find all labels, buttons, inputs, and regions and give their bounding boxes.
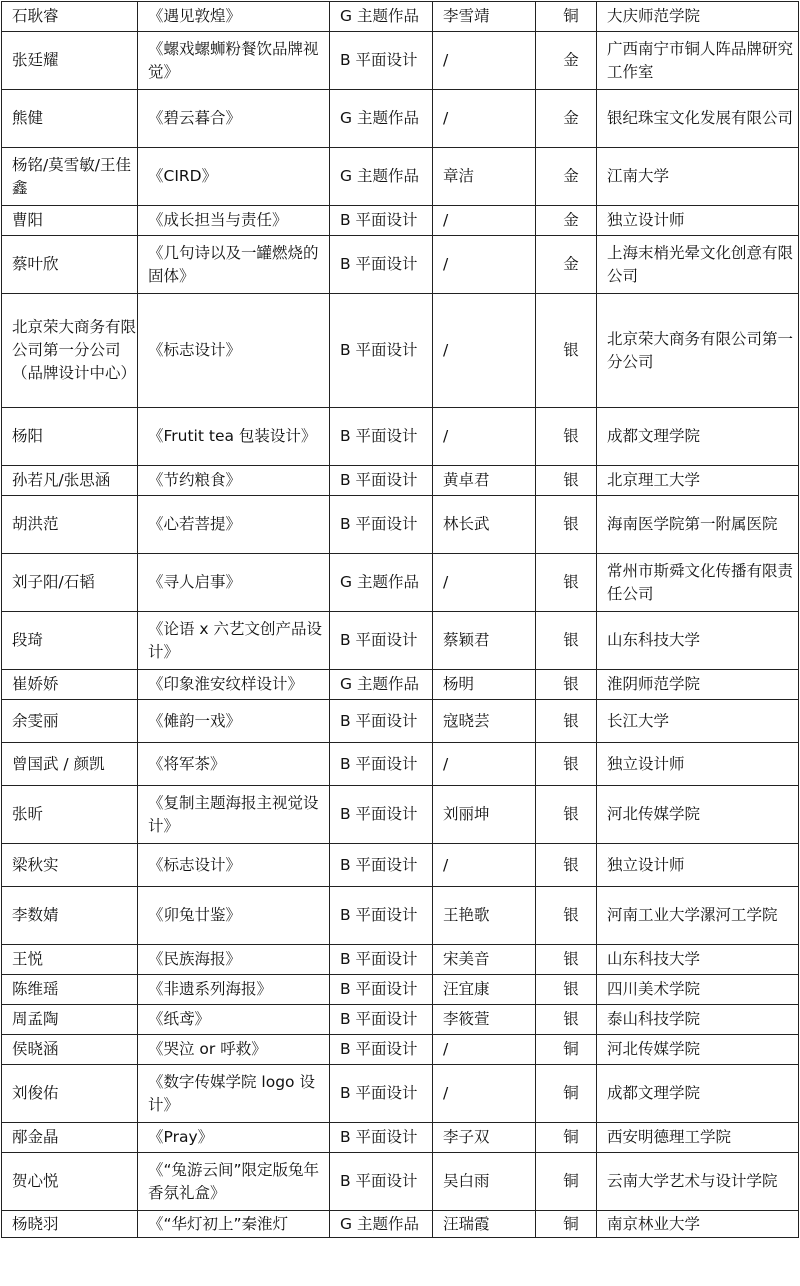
advisor-cell: 汪宜康 — [433, 975, 536, 1005]
winner-name-cell: 邴金晶 — [2, 1123, 138, 1153]
category-cell: B 平面设计 — [330, 1123, 433, 1153]
award-level-cell: 银 — [536, 294, 597, 408]
winner-name-cell: 段琦 — [2, 612, 138, 670]
table-row — [2, 294, 799, 408]
winner-name-cell: 北京荣大商务有限公司第一分公司（品牌设计中心） — [2, 294, 138, 408]
table-row — [2, 554, 799, 612]
organization-cell: 南京林业大学 — [597, 1211, 799, 1238]
category-cell: G 主题作品 — [330, 1211, 433, 1238]
table-row — [2, 148, 799, 206]
winner-name-cell: 胡洪范 — [2, 496, 138, 554]
award-level-cell: 铜 — [536, 1153, 597, 1211]
organization-cell: 河南工业大学漯河工学院 — [597, 887, 799, 945]
table-row — [2, 206, 799, 236]
work-title-cell: 《卯兔廿鉴》 — [138, 887, 330, 945]
work-title-cell: 《几句诗以及一罐燃烧的固体》 — [138, 236, 330, 294]
work-title-cell: 《螺戏螺蛳粉餐饮品牌视觉》 — [138, 32, 330, 90]
organization-cell: 山东科技大学 — [597, 612, 799, 670]
winner-name-cell: 刘俊佑 — [2, 1065, 138, 1123]
advisor-cell: / — [433, 408, 536, 466]
work-title-cell: 《遇见敦煌》 — [138, 2, 330, 32]
winner-name-cell: 侯晓涵 — [2, 1035, 138, 1065]
organization-cell: 上海末梢光晕文化创意有限公司 — [597, 236, 799, 294]
work-title-cell: 《Frutit tea 包装设计》 — [138, 408, 330, 466]
category-cell: B 平面设计 — [330, 887, 433, 945]
table-row — [2, 612, 799, 670]
award-level-cell: 银 — [536, 975, 597, 1005]
work-title-cell: 《纸鸢》 — [138, 1005, 330, 1035]
advisor-cell: 李子双 — [433, 1123, 536, 1153]
category-cell: G 主题作品 — [330, 90, 433, 148]
advisor-cell: 林长武 — [433, 496, 536, 554]
organization-cell: 成都文理学院 — [597, 408, 799, 466]
award-level-cell: 铜 — [536, 1211, 597, 1238]
category-cell: G 主题作品 — [330, 2, 433, 32]
award-level-cell: 金 — [536, 148, 597, 206]
table-row — [2, 945, 799, 975]
award-level-cell: 金 — [536, 236, 597, 294]
work-title-cell: 《印象淮安纹样设计》 — [138, 670, 330, 700]
category-cell: B 平面设计 — [330, 496, 433, 554]
work-title-cell: 《寻人启事》 — [138, 554, 330, 612]
advisor-cell: / — [433, 32, 536, 90]
advisor-cell: 宋美音 — [433, 945, 536, 975]
advisor-cell: 吴白雨 — [433, 1153, 536, 1211]
award-table — [1, 1, 799, 1238]
advisor-cell: / — [433, 236, 536, 294]
table-row — [2, 466, 799, 496]
winner-name-cell: 熊健 — [2, 90, 138, 148]
award-level-cell: 铜 — [536, 2, 597, 32]
category-cell: B 平面设计 — [330, 32, 433, 90]
category-cell: B 平面设计 — [330, 1035, 433, 1065]
work-title-cell: 《“兔游云间”限定版兔年香氛礼盒》 — [138, 1153, 330, 1211]
organization-cell: 北京荣大商务有限公司第一分公司 — [597, 294, 799, 408]
table-row — [2, 844, 799, 887]
winner-name-cell: 杨阳 — [2, 408, 138, 466]
winner-name-cell: 崔娇娇 — [2, 670, 138, 700]
work-title-cell: 《傩韵一戏》 — [138, 700, 330, 743]
winner-name-cell: 贺心悦 — [2, 1153, 138, 1211]
table-row — [2, 1005, 799, 1035]
advisor-cell: 蔡颖君 — [433, 612, 536, 670]
work-title-cell: 《“华灯初上”秦淮灯 — [138, 1211, 330, 1238]
winner-name-cell: 余雯丽 — [2, 700, 138, 743]
organization-cell: 海南医学院第一附属医院 — [597, 496, 799, 554]
work-title-cell: 《哭泣 or 呼救》 — [138, 1035, 330, 1065]
award-level-cell: 金 — [536, 32, 597, 90]
category-cell: B 平面设计 — [330, 294, 433, 408]
table-row — [2, 90, 799, 148]
organization-cell: 江南大学 — [597, 148, 799, 206]
work-title-cell: 《心若菩提》 — [138, 496, 330, 554]
winner-name-cell: 曾国武 / 颜凯 — [2, 743, 138, 786]
category-cell: B 平面设计 — [330, 743, 433, 786]
award-level-cell: 银 — [536, 786, 597, 844]
table-row — [2, 786, 799, 844]
work-title-cell: 《数字传媒学院 logo 设计》 — [138, 1065, 330, 1123]
award-level-cell: 银 — [536, 743, 597, 786]
award-level-cell: 金 — [536, 206, 597, 236]
work-title-cell: 《复制主题海报主视觉设计》 — [138, 786, 330, 844]
advisor-cell: / — [433, 743, 536, 786]
organization-cell: 长江大学 — [597, 700, 799, 743]
award-level-cell: 银 — [536, 466, 597, 496]
award-level-cell: 铜 — [536, 1035, 597, 1065]
winner-name-cell: 李数婧 — [2, 887, 138, 945]
award-level-cell: 银 — [536, 945, 597, 975]
category-cell: B 平面设计 — [330, 700, 433, 743]
award-level-cell: 银 — [536, 496, 597, 554]
award-level-cell: 银 — [536, 1005, 597, 1035]
table-row — [2, 743, 799, 786]
advisor-cell: / — [433, 554, 536, 612]
work-title-cell: 《论语 x 六艺文创产品设计》 — [138, 612, 330, 670]
advisor-cell: 章洁 — [433, 148, 536, 206]
award-level-cell: 银 — [536, 700, 597, 743]
table-row — [2, 1153, 799, 1211]
winner-name-cell: 张廷耀 — [2, 32, 138, 90]
organization-cell: 独立设计师 — [597, 844, 799, 887]
table-row — [2, 887, 799, 945]
table-row — [2, 32, 799, 90]
table-row — [2, 975, 799, 1005]
organization-cell: 北京理工大学 — [597, 466, 799, 496]
table-row — [2, 1035, 799, 1065]
advisor-cell: 李雪靖 — [433, 2, 536, 32]
work-title-cell: 《非遗系列海报》 — [138, 975, 330, 1005]
category-cell: G 主题作品 — [330, 670, 433, 700]
winner-name-cell: 石耿睿 — [2, 2, 138, 32]
category-cell: B 平面设计 — [330, 1153, 433, 1211]
advisor-cell: / — [433, 844, 536, 887]
winner-name-cell: 周孟陶 — [2, 1005, 138, 1035]
category-cell: B 平面设计 — [330, 945, 433, 975]
organization-cell: 大庆师范学院 — [597, 2, 799, 32]
award-level-cell: 铜 — [536, 1065, 597, 1123]
category-cell: B 平面设计 — [330, 408, 433, 466]
winner-name-cell: 孙若凡/张思涵 — [2, 466, 138, 496]
award-table-body — [2, 2, 799, 1238]
winner-name-cell: 曹阳 — [2, 206, 138, 236]
advisor-cell: 汪瑞霞 — [433, 1211, 536, 1238]
table-row — [2, 236, 799, 294]
table-row — [2, 408, 799, 466]
organization-cell: 广西南宁市铜人阵品牌研究工作室 — [597, 32, 799, 90]
organization-cell: 河北传媒学院 — [597, 1035, 799, 1065]
table-row — [2, 1065, 799, 1123]
award-level-cell: 银 — [536, 554, 597, 612]
category-cell: B 平面设计 — [330, 466, 433, 496]
advisor-cell: 寇晓芸 — [433, 700, 536, 743]
winner-name-cell: 杨晓羽 — [2, 1211, 138, 1238]
advisor-cell: / — [433, 90, 536, 148]
category-cell: B 平面设计 — [330, 1065, 433, 1123]
work-title-cell: 《Pray》 — [138, 1123, 330, 1153]
work-title-cell: 《民族海报》 — [138, 945, 330, 975]
table-row — [2, 2, 799, 32]
winner-name-cell: 蔡叶欣 — [2, 236, 138, 294]
organization-cell: 云南大学艺术与设计学院 — [597, 1153, 799, 1211]
winner-name-cell: 梁秋实 — [2, 844, 138, 887]
category-cell: B 平面设计 — [330, 206, 433, 236]
organization-cell: 常州市斯舜文化传播有限责任公司 — [597, 554, 799, 612]
advisor-cell: 黄卓君 — [433, 466, 536, 496]
organization-cell: 山东科技大学 — [597, 945, 799, 975]
organization-cell: 河北传媒学院 — [597, 786, 799, 844]
organization-cell: 成都文理学院 — [597, 1065, 799, 1123]
table-row — [2, 1123, 799, 1153]
category-cell: G 主题作品 — [330, 554, 433, 612]
work-title-cell: 《CIRD》 — [138, 148, 330, 206]
work-title-cell: 《将军茶》 — [138, 743, 330, 786]
work-title-cell: 《碧云暮合》 — [138, 90, 330, 148]
table-row — [2, 670, 799, 700]
award-level-cell: 银 — [536, 670, 597, 700]
category-cell: B 平面设计 — [330, 612, 433, 670]
winner-name-cell: 王悦 — [2, 945, 138, 975]
organization-cell: 独立设计师 — [597, 206, 799, 236]
organization-cell: 淮阴师范学院 — [597, 670, 799, 700]
award-level-cell: 银 — [536, 844, 597, 887]
advisor-cell: / — [433, 206, 536, 236]
table-row — [2, 496, 799, 554]
award-level-cell: 银 — [536, 408, 597, 466]
category-cell: B 平面设计 — [330, 975, 433, 1005]
award-level-cell: 银 — [536, 612, 597, 670]
advisor-cell: / — [433, 294, 536, 408]
winner-name-cell: 刘子阳/石韬 — [2, 554, 138, 612]
winner-name-cell: 陈维瑶 — [2, 975, 138, 1005]
award-level-cell: 金 — [536, 90, 597, 148]
advisor-cell: 李筱萱 — [433, 1005, 536, 1035]
advisor-cell: / — [433, 1035, 536, 1065]
organization-cell: 西安明德理工学院 — [597, 1123, 799, 1153]
advisor-cell: / — [433, 1065, 536, 1123]
organization-cell: 独立设计师 — [597, 743, 799, 786]
category-cell: G 主题作品 — [330, 148, 433, 206]
advisor-cell: 杨明 — [433, 670, 536, 700]
work-title-cell: 《标志设计》 — [138, 294, 330, 408]
advisor-cell: 刘丽坤 — [433, 786, 536, 844]
organization-cell: 泰山科技学院 — [597, 1005, 799, 1035]
winner-name-cell: 杨铭/莫雪敏/王佳鑫 — [2, 148, 138, 206]
organization-cell: 四川美术学院 — [597, 975, 799, 1005]
organization-cell: 银纪珠宝文化发展有限公司 — [597, 90, 799, 148]
category-cell: B 平面设计 — [330, 236, 433, 294]
category-cell: B 平面设计 — [330, 786, 433, 844]
work-title-cell: 《标志设计》 — [138, 844, 330, 887]
work-title-cell: 《成长担当与责任》 — [138, 206, 330, 236]
award-level-cell: 银 — [536, 887, 597, 945]
work-title-cell: 《节约粮食》 — [138, 466, 330, 496]
winner-name-cell: 张昕 — [2, 786, 138, 844]
category-cell: B 平面设计 — [330, 844, 433, 887]
advisor-cell: 王艳歌 — [433, 887, 536, 945]
award-level-cell: 铜 — [536, 1123, 597, 1153]
category-cell: B 平面设计 — [330, 1005, 433, 1035]
table-row — [2, 1211, 799, 1238]
table-row — [2, 700, 799, 743]
